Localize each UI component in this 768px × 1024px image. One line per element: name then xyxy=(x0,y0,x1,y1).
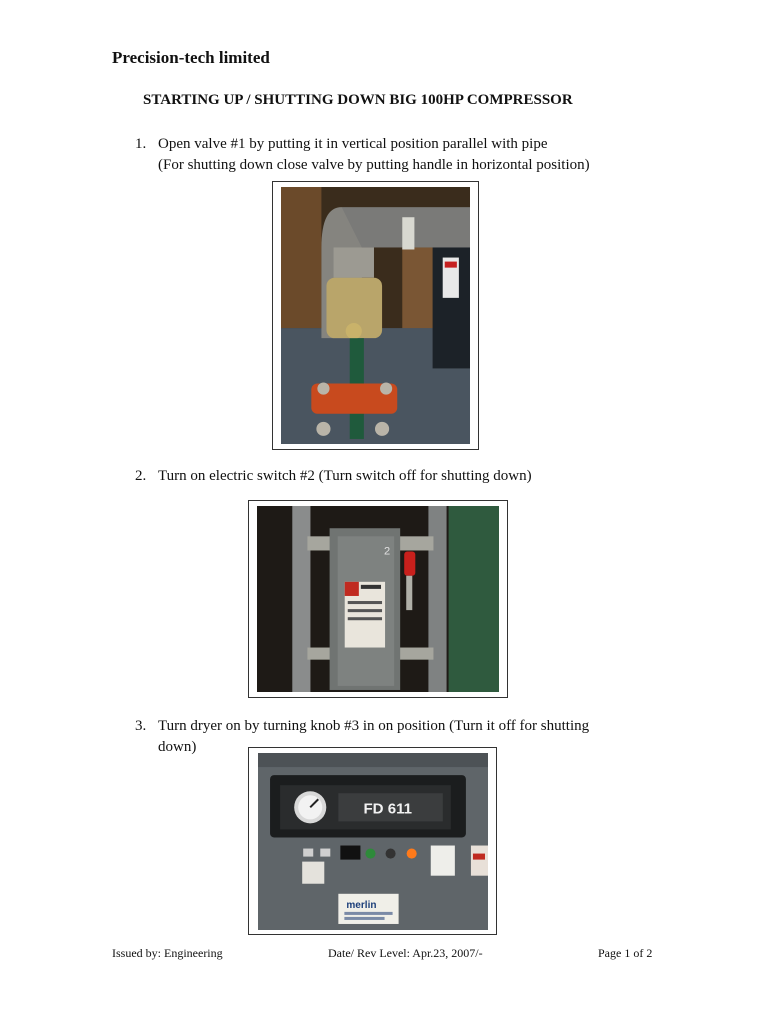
step-text-line2: down) xyxy=(158,739,197,755)
dryer-photo xyxy=(258,753,488,930)
footer-page-number: Page 1 of 2 xyxy=(598,946,653,960)
footer-date-rev: Date/ Rev Level: Apr.23, 2007/- xyxy=(328,946,483,960)
step-number: 2. xyxy=(135,468,147,484)
step-text-line2: (For shutting down close valve by putting handle in horizontal position) xyxy=(158,157,590,173)
photo-dryer-frame xyxy=(248,747,497,935)
photo-valve-frame xyxy=(272,181,479,450)
step-text-line1: Turn dryer on by turning knob #3 in on position (Turn it off for shutting xyxy=(158,718,590,734)
step-1 xyxy=(135,134,735,178)
step-2 xyxy=(135,466,735,488)
switch-photo xyxy=(257,506,499,692)
document-title: STARTING UP / SHUTTING DOWN BIG 100HP COMPRESSOR xyxy=(143,92,573,108)
valve-photo xyxy=(281,187,470,444)
footer-issued-by: Issued by: Engineering xyxy=(112,946,223,960)
step-text-line1: Open valve #1 by putting it in vertical position parallel with pipe xyxy=(158,136,548,152)
step-text-line1: Turn on electric switch #2 (Turn switch off for shutting down) xyxy=(158,468,532,484)
photo-switch-frame xyxy=(248,500,508,698)
company-name: Precision-tech limited xyxy=(112,48,270,67)
switch-number-label: 2 xyxy=(384,545,391,558)
dryer-model-label: FD 611 xyxy=(363,800,413,818)
dryer-brand-label: merlin xyxy=(346,899,377,911)
step-number: 3. xyxy=(135,718,147,734)
step-number: 1. xyxy=(135,136,147,152)
